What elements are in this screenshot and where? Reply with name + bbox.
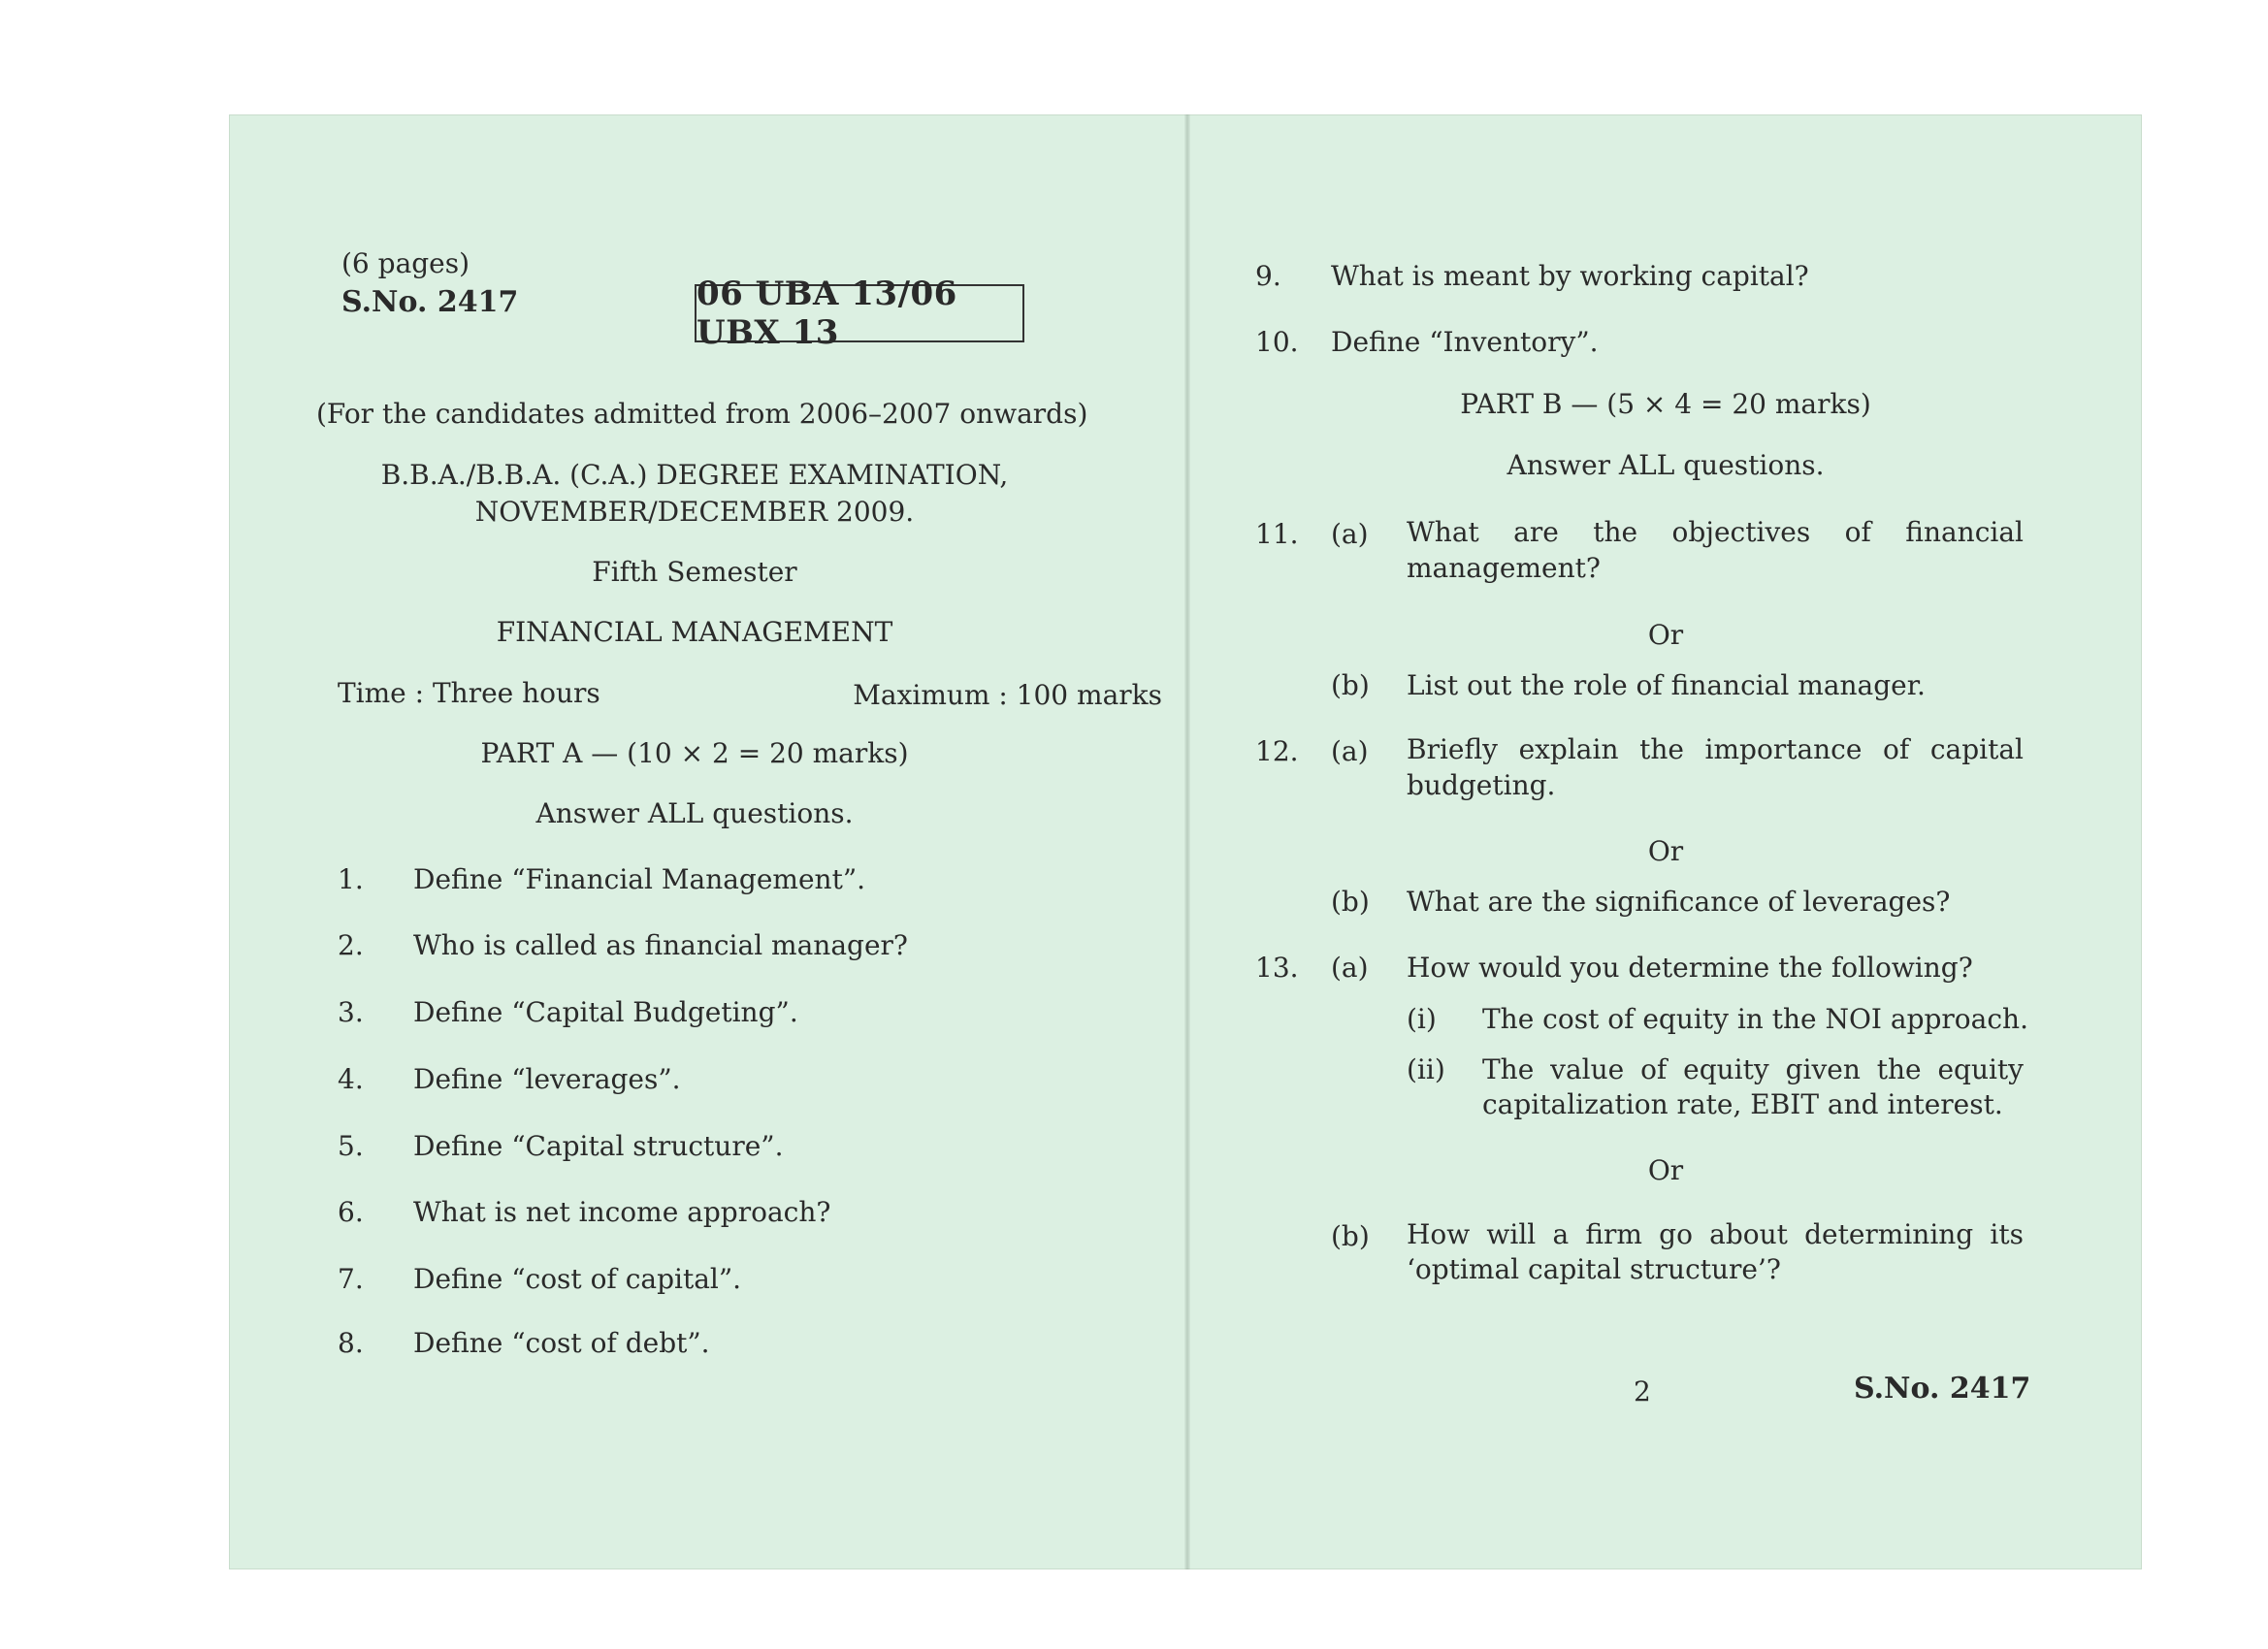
semester: Fifth Semester [592, 556, 797, 588]
question-number: 12. [1255, 735, 1299, 767]
sub-question-label: (a) [1331, 952, 1369, 984]
question-text: What are the objectives of financial [1407, 516, 2024, 548]
sub-question-label: (b) [1331, 669, 1370, 701]
question-text: Define “cost of debt”. [413, 1327, 710, 1359]
question-text: What is net income approach? [413, 1196, 831, 1228]
question-text: Briefly explain the importance of capital [1407, 733, 2024, 765]
question-text: Define “leverages”. [413, 1063, 681, 1095]
page-number: 2 [1634, 1375, 1651, 1407]
or-separator: Or [1647, 835, 1684, 867]
question-number: 8. [338, 1327, 364, 1359]
question-text: How will a firm go about determining its [1407, 1218, 2024, 1250]
question-text: Define “Inventory”. [1331, 326, 1599, 358]
exam-title-line1: B.B.A./B.B.A. (C.A.) DEGREE EXAMINATION, [380, 459, 1009, 491]
question-text: budgeting. [1407, 769, 1556, 801]
sub-question-label: (i) [1407, 1003, 1437, 1035]
question-number: 11. [1255, 518, 1299, 550]
subject-code-box [695, 275, 1024, 352]
question-number: 7. [338, 1263, 364, 1295]
exam-title-line2: NOVEMBER/DECEMBER 2009. [474, 496, 915, 528]
sub-question-label: (a) [1331, 518, 1369, 550]
question-number: 1. [338, 863, 364, 895]
question-text: Define “Capital structure”. [413, 1130, 784, 1162]
part-a-instruction: Answer ALL questions. [535, 797, 854, 829]
question-number: 4. [338, 1063, 364, 1095]
admission-note: (For the candidates admitted from 2006–2007 onwards) [316, 398, 1088, 430]
footer-serial-number: S.No. 2417 [1854, 1372, 2031, 1406]
subject-code: 06 UBA 13/06 UBX 13 [697, 275, 957, 352]
subject-title: FINANCIAL MANAGEMENT [496, 616, 893, 648]
question-number: 13. [1255, 952, 1299, 984]
question-text: Define “Capital Budgeting”. [413, 996, 798, 1028]
exam-paper [229, 114, 2142, 1569]
question-text: Define “Financial Management”. [413, 863, 866, 895]
question-text: What are the significance of leverages? [1407, 886, 1951, 918]
question-text: capitalization rate, EBIT and interest. [1482, 1088, 2003, 1120]
question-text: The cost of equity in the NOI approach. [1482, 1003, 2028, 1035]
or-separator: Or [1647, 619, 1684, 651]
page-fold [1184, 114, 1190, 1569]
or-separator: Or [1647, 1154, 1684, 1186]
sub-question-label: (b) [1331, 886, 1370, 918]
question-number: 5. [338, 1130, 364, 1162]
exam-duration: Time : Three hours [338, 677, 600, 709]
sub-question-label: (ii) [1407, 1053, 1445, 1085]
part-b-title: PART B — (5 × 4 = 20 marks) [1460, 388, 1871, 420]
question-text: Who is called as financial manager? [413, 929, 908, 961]
question-text: management? [1407, 552, 1601, 584]
part-a-title: PART A — (10 × 2 = 20 marks) [480, 737, 909, 769]
question-text: What is meant by working capital? [1331, 260, 1809, 292]
page-count: (6 pages) [341, 247, 470, 279]
question-text: List out the role of financial manager. [1407, 669, 1926, 701]
question-text: The value of equity given the equity [1482, 1053, 2024, 1085]
question-number: 9. [1255, 260, 1281, 292]
question-number: 2. [338, 929, 364, 961]
question-number: 6. [338, 1196, 364, 1228]
serial-number: S.No. 2417 [341, 285, 519, 319]
question-text: ‘optimal capital structure’? [1407, 1253, 1781, 1285]
sub-question-label: (a) [1331, 735, 1369, 767]
part-b-instruction: Answer ALL questions. [1507, 449, 1825, 481]
question-text: How would you determine the following? [1407, 952, 1973, 984]
question-number: 10. [1255, 326, 1299, 358]
sub-question-label: (b) [1331, 1220, 1370, 1252]
question-text: Define “cost of capital”. [413, 1263, 742, 1295]
maximum-marks: Maximum : 100 marks [853, 679, 1162, 711]
question-number: 3. [338, 996, 364, 1028]
